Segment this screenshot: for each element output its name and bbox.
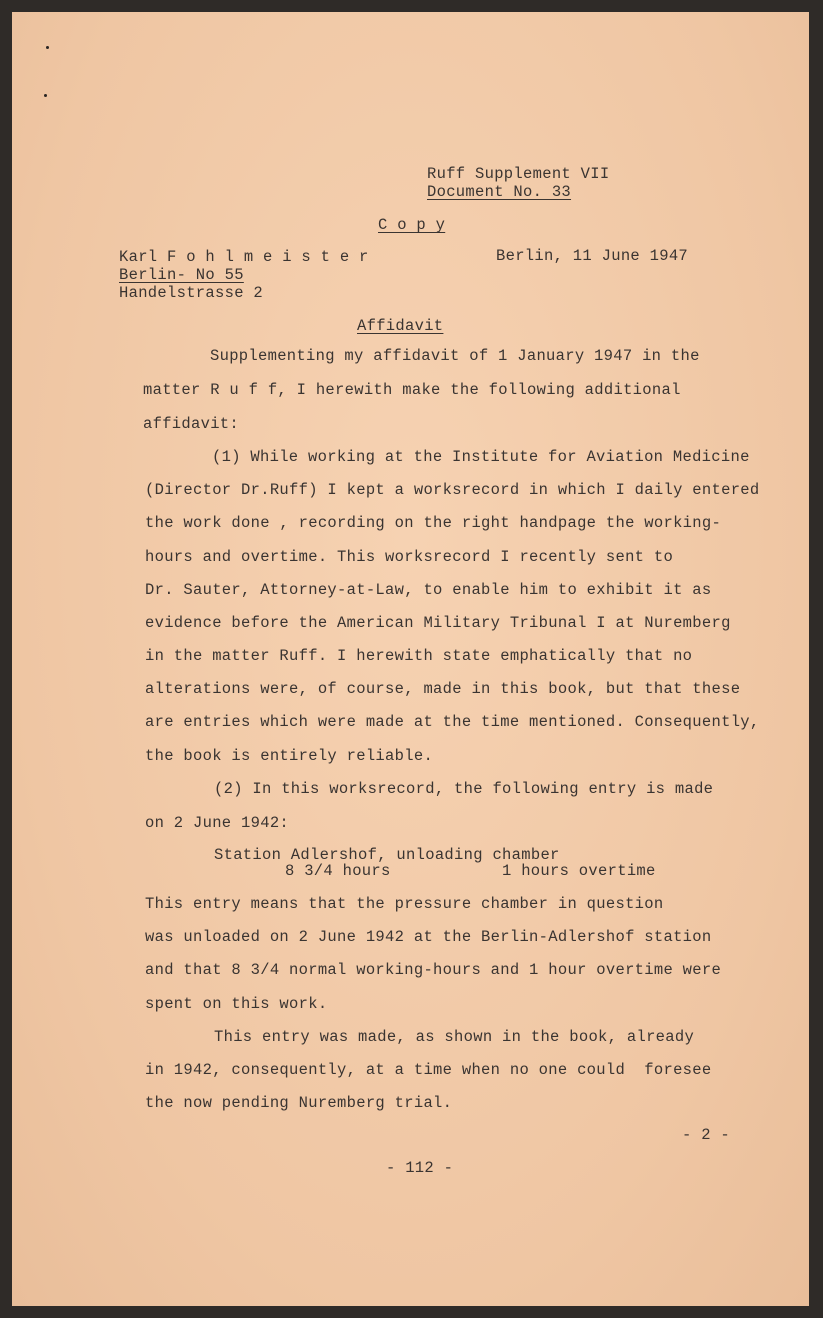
place-date: Berlin, 11 June 1947 — [496, 247, 689, 265]
body-line: evidence before the American Military Tribunal I at Nuremberg — [145, 614, 731, 632]
body-line: in 1942, consequently, at a time when no one could foresee — [145, 1061, 712, 1079]
supplement-heading: Ruff Supplement VII — [427, 165, 610, 183]
copy-label: C o p y — [378, 216, 446, 234]
sender-city: Berlin- No 55 — [119, 266, 244, 284]
body-line: affidavit: — [143, 415, 240, 433]
body-line: on 2 June 1942: — [145, 814, 290, 832]
body-line: was unloaded on 2 June 1942 at the Berlin-Adlershof station — [145, 928, 712, 946]
body-line: the book is entirely reliable. — [145, 747, 434, 765]
body-line: This entry was made, as shown in the book, already — [214, 1028, 695, 1046]
body-line: (2) In this worksrecord, the following entry is made — [214, 780, 714, 798]
entry-hours: 8 3/4 hours — [285, 862, 391, 880]
body-line: are entries which were made at the time mentioned. Consequently, — [145, 713, 760, 731]
entry-station: Station Adlershof, unloading chamber — [214, 846, 560, 864]
body-line: (1) While working at the Institute for Aviation Medicine — [212, 448, 750, 466]
document-number: Document No. 33 — [427, 183, 572, 201]
body-line: This entry means that the pressure chamber in question — [145, 895, 664, 913]
punch-mark — [44, 94, 47, 97]
document-page — [12, 12, 809, 1306]
body-line: Supplementing my affidavit of 1 January 1947 in the — [210, 347, 700, 365]
page-number: - 112 - — [386, 1159, 454, 1177]
affidavit-title: Affidavit — [357, 317, 444, 335]
body-line: (Director Dr.Ruff) I kept a worksrecord in which I daily entered — [145, 481, 760, 499]
body-line: spent on this work. — [145, 995, 328, 1013]
entry-overtime: 1 hours overtime — [502, 862, 656, 880]
body-line: the now pending Nuremberg trial. — [145, 1094, 453, 1112]
body-line: matter R u f f, I herewith make the following additional — [143, 381, 681, 399]
body-line: Dr. Sauter, Attorney-at-Law, to enable him to exhibit it as — [145, 581, 712, 599]
body-line: and that 8 3/4 normal working-hours and 1 hour overtime were — [145, 961, 722, 979]
body-line: the work done , recording on the right handpage the working- — [145, 514, 722, 532]
body-line: alterations were, of course, made in this book, but that these — [145, 680, 741, 698]
body-line: in the matter Ruff. I herewith state emphatically that no — [145, 647, 693, 665]
body-line: hours and overtime. This worksrecord I recently sent to — [145, 548, 674, 566]
continuation-marker: - 2 - — [682, 1126, 731, 1144]
punch-mark — [46, 46, 49, 49]
sender-street: Handelstrasse 2 — [119, 284, 264, 302]
sender-name: Karl F o h l m e i s t e r — [119, 248, 369, 266]
